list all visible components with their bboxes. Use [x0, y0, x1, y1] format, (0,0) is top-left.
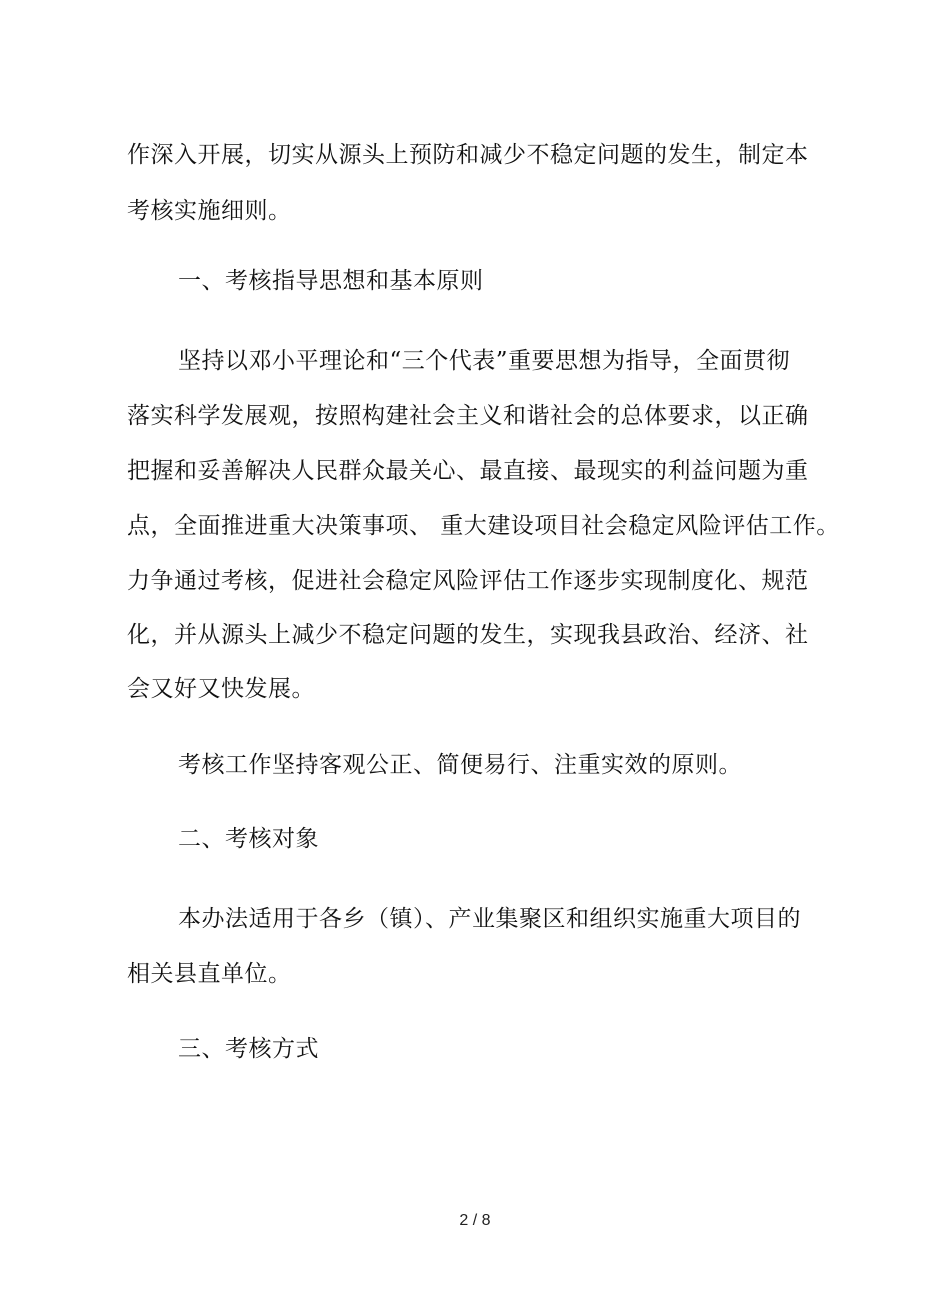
paragraph-line: 考核实施细则。	[127, 198, 292, 224]
paragraph-line: 本办法适用于各乡（镇）、产业集聚区和组织实施重大项目的	[178, 906, 801, 932]
page-number: 2 / 8	[459, 1212, 491, 1229]
paragraph-line: 点，全面推进重大决策事项、 重大建设项目社会稳定风险评估工作。	[127, 513, 840, 539]
paragraph-line: 考核工作坚持客观公正、简便易行、注重实效的原则。	[178, 752, 742, 778]
paragraph-line: 坚持以邓小平理论和“三个代表”重要思想为指导，全面贯彻	[178, 348, 791, 374]
paragraph-line: 作深入开展，切实从源头上预防和减少不稳定问题的发生，制定本	[127, 142, 809, 168]
section-heading-3: 三、考核方式	[178, 1036, 319, 1062]
paragraph-line: 把握和妥善解决人民群众最关心、最直接、最现实的利益问题为重	[127, 458, 809, 484]
paragraph-line: 会又好又快发展。	[127, 676, 315, 702]
section-heading-1: 一、考核指导思想和基本原则	[178, 268, 484, 294]
paragraph-line: 化，并从源头上减少不稳定问题的发生，实现我县政治、经济、社	[127, 622, 809, 648]
paragraph-line: 力争通过考核，促进社会稳定风险评估工作逐步实现制度化、规范	[127, 568, 809, 594]
paragraph-line: 落实科学发展观，按照构建社会主义和谐社会的总体要求，以正确	[127, 403, 809, 429]
paragraph-line: 相关县直单位。	[127, 961, 292, 987]
section-heading-2: 二、考核对象	[178, 826, 319, 852]
